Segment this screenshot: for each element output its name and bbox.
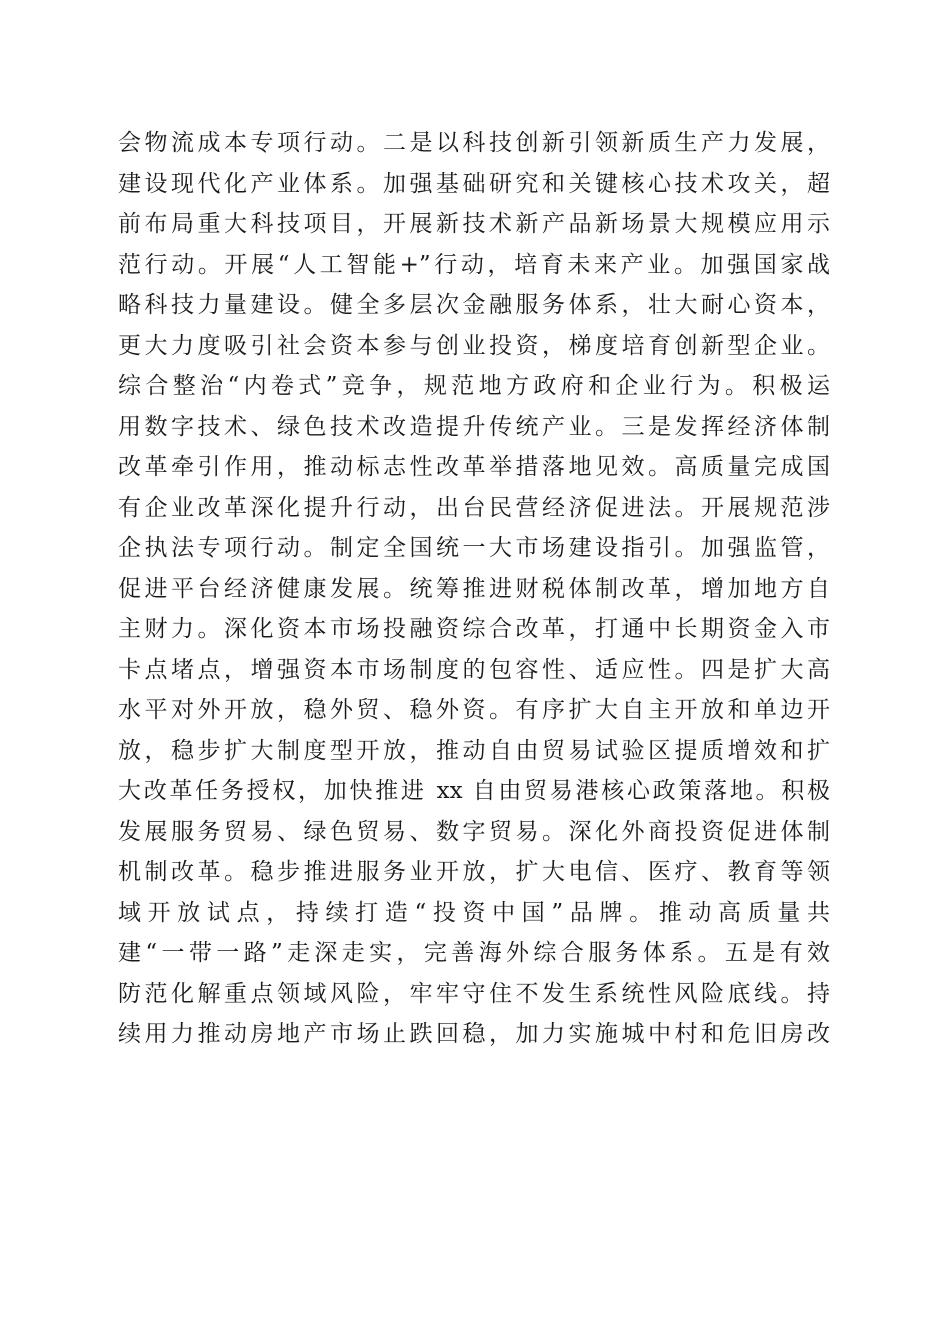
text-line: 略科技力量建设。健全多层次金融服务体系，壮大耐心资本， <box>118 292 830 318</box>
text-line: 前布局重大科技项目，开展新技术新产品新场景大规模应用示 <box>118 211 830 237</box>
text-line: 续用力推动房地产市场止跌回稳，加力实施城中村和危旧房改 <box>118 1021 830 1047</box>
text-line: 有企业改革深化提升行动，出台民营经济促进法。开展规范涉 <box>118 494 830 521</box>
text-line: 企执法专项行动。制定全国统一大市场建设指引。加强监管， <box>118 535 830 561</box>
text-line: 卡点堵点，增强资本市场制度的包容性、适应性。四是扩大高 <box>118 656 830 683</box>
text-line: 主财力。深化资本市场投融资综合改革，打通中长期资金入市 <box>118 616 830 642</box>
text-line: 放，稳步扩大制度型开放，推动自由贸易试验区提质增效和扩 <box>118 737 830 764</box>
text-line: 会物流成本专项行动。二是以科技创新引领新质生产力发展， <box>118 130 830 156</box>
text-line: 机制改革。稳步推进服务业开放，扩大电信、医疗、教育等领 <box>118 859 830 885</box>
text-line: 综合整治“内卷式”竞争，规范地方政府和企业行为。积极运 <box>118 373 830 399</box>
text-line: 改革牵引作用，推动标志性改革举措落地见效。高质量完成国 <box>118 454 830 480</box>
text-line: 建“一带一路”走深走实，完善海外综合服务体系。五是有效 <box>118 940 830 966</box>
text-line: 域开放试点，持续打造“投资中国”品牌。推动高质量共 <box>118 899 830 926</box>
text-line: 水平对外开放，稳外贸、稳外资。有序扩大自主开放和单边开 <box>118 697 830 723</box>
text-line: 发展服务贸易、绿色贸易、数字贸易。深化外商投资促进体制 <box>118 818 830 845</box>
text-line: 范行动。开展“人工智能+”行动，培育未来产业。加强国家战 <box>118 251 830 278</box>
text-line: 大改革任务授权，加快推进 xx 自由贸易港核心政策落地。积极 <box>118 778 830 804</box>
text-line: 建设现代化产业体系。加强基础研究和关键核心技术攻关，超 <box>118 170 830 197</box>
text-line: 更大力度吸引社会资本参与创业投资，梯度培育创新型企业。 <box>118 332 830 359</box>
text-line: 防范化解重点领域风险，牢牢守住不发生系统性风险底线。持 <box>118 980 830 1007</box>
text-line: 促进平台经济健康发展。统筹推进财税体制改革，增加地方自 <box>118 575 830 602</box>
text-line: 用数字技术、绿色技术改造提升传统产业。三是发挥经济体制 <box>118 413 830 440</box>
